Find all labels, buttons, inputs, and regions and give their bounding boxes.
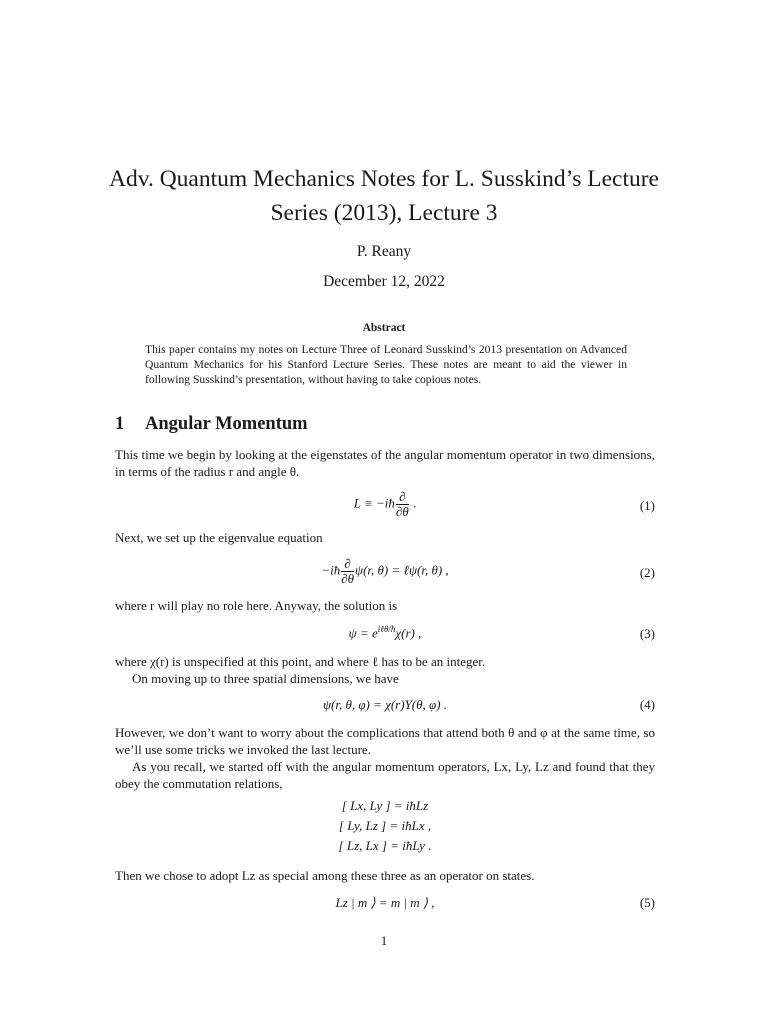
eq3-base: ψ = e xyxy=(348,625,378,641)
paragraph-4a: where χ(r) is unspecified at this point, and where ℓ has to be an integer. xyxy=(115,654,486,669)
title-line-1: Adv. Quantum Mechanics Notes for L. Susskind’s Lecture xyxy=(109,166,659,192)
equation-5 xyxy=(115,895,655,911)
page-number: 1 xyxy=(380,933,388,948)
equation-2-label: (2) xyxy=(639,565,655,580)
commutator-1-text: [ Lx, Ly ] = iħLz xyxy=(341,798,429,813)
equation-3 xyxy=(115,624,655,641)
eq1-fraction xyxy=(396,490,409,519)
section-title: Angular Momentum xyxy=(145,414,308,434)
eq1-denominator: ∂θ xyxy=(395,504,409,519)
author: P. Reany xyxy=(356,243,412,260)
equation-4 xyxy=(115,697,655,713)
eq1-numerator: ∂ xyxy=(396,490,409,505)
abstract-body: This paper contains my notes on Lecture Three of Leonard Susskind’s 2013 presentation on Advanced Quantum Mechanics for his Stanford Lecture Series. These notes are meant to aid the viewer in following Susskind’s presentation, without having to take copious notes. xyxy=(145,343,627,386)
equation-1 xyxy=(115,490,655,519)
commutator-3-text: [ Lz, Lx ] = iħLy . xyxy=(338,838,432,853)
eq1-rhs: . xyxy=(412,495,417,511)
title-line-2: Series (2013), Lecture 3 xyxy=(270,200,498,226)
paragraph-2: Next, we set up the eigenvalue equation xyxy=(115,530,323,545)
section-number: 1 xyxy=(115,414,125,434)
eq3-exponent: iℓθ/ħ xyxy=(377,624,396,634)
commutator-1 xyxy=(115,798,655,814)
date: December 12, 2022 xyxy=(323,273,445,290)
paper-title xyxy=(0,162,768,230)
eq2-lhs: −iħ xyxy=(321,562,341,578)
paragraph-5b: As you recall, we started off with the angular momentum operators, Lx, Ly, Lz and found that they obey the commutation relations, xyxy=(115,759,655,791)
paragraph-4b: On moving up to three spatial dimensions, we have xyxy=(132,671,399,686)
eq3-rest: χ(r) , xyxy=(395,625,422,641)
section-heading xyxy=(115,414,308,435)
equation-2 xyxy=(115,557,655,586)
commutator-2-text: [ Ly, Lz ] = iħLx , xyxy=(338,818,432,833)
paragraph-3: where r will play no role here. Anyway, the solution is xyxy=(115,598,398,613)
eq2-rhs: ψ(r, θ) = ℓψ(r, θ) , xyxy=(355,562,449,578)
paragraph-1: This time we begin by looking at the eigenstates of the angular momentum operator in two dimensions, in terms of the radius r and angle θ. xyxy=(115,447,655,479)
equation-5-label: (5) xyxy=(639,895,655,910)
abstract-heading: Abstract xyxy=(362,322,406,334)
commutator-3 xyxy=(115,838,655,854)
paragraph-5a: However, we don’t want to worry about the complications that attend both θ and φ at the same time, so we’ll use some tricks we invoked the last lecture. xyxy=(115,725,655,757)
eq5-body: Lz | m ⟩ = m | m ⟩ , xyxy=(335,895,435,910)
eq2-numerator: ∂ xyxy=(341,557,354,572)
eq2-denominator: ∂θ xyxy=(341,571,355,586)
eq4-body: ψ(r, θ, φ) = χ(r)Y(θ, φ) . xyxy=(322,697,448,712)
commutator-2 xyxy=(115,818,655,834)
equation-3-label: (3) xyxy=(639,626,655,641)
equation-4-label: (4) xyxy=(639,697,655,712)
paragraph-6: Then we chose to adopt Lz as special among these three as an operator on states. xyxy=(115,868,535,883)
eq2-fraction xyxy=(341,557,354,586)
equation-1-label: (1) xyxy=(639,498,655,513)
eq1-lhs: L ≡ −iħ xyxy=(353,495,395,511)
